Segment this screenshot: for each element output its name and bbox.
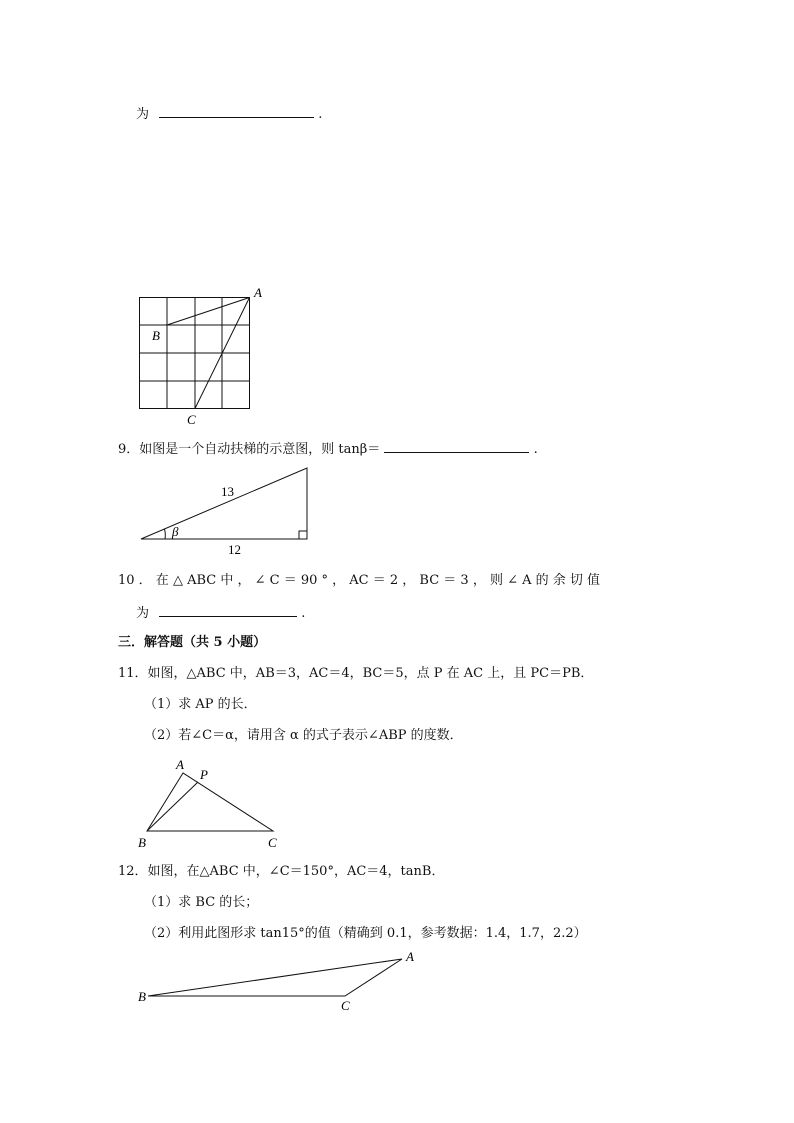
- q10-prefix: 为: [136, 606, 150, 621]
- triangle-abc: [147, 773, 273, 831]
- fig12-label-b: B: [138, 989, 146, 1004]
- q12-part1: （1）求 BC 的长；: [144, 895, 259, 910]
- fig11-label-c: C: [268, 835, 277, 850]
- fig9-hyp-label: 13: [221, 484, 234, 499]
- q8-end: .: [318, 107, 323, 122]
- fig8-label-c: C: [187, 412, 196, 427]
- triangle-abc-obtuse: [148, 959, 402, 996]
- escalator-triangle: [141, 468, 307, 539]
- fig11-label-p: P: [200, 767, 208, 782]
- segment-ab: [167, 298, 250, 326]
- q11-part1: （1）求 AP 的长．: [144, 697, 257, 712]
- q10-answer-blank[interactable]: [159, 604, 297, 617]
- q12-stem: 12．如图，在△ABC 中，∠C＝150°，AC＝4，tanB．: [118, 864, 445, 879]
- q10-line1: 10 ． 在 △ ABC 中 ， ∠ C ＝ 90 ° ， AC ＝ 2 ， BC ＝ 3 ， 则 ∠ A 的 余 切 值: [118, 573, 601, 588]
- fig11-label-a: A: [176, 757, 184, 772]
- fig9-angle-label: β: [172, 524, 179, 539]
- fig8-label-a: A: [254, 285, 262, 300]
- section-title: 三．解答题（共 5 小题）: [118, 635, 267, 650]
- q8-prefix: 为: [136, 107, 150, 122]
- q12-part2: （2）利用此图形求 tan15°的值（精确到 0.1，参考数据：1.4，1.7，2.2）: [144, 926, 587, 941]
- q10-end: .: [301, 606, 306, 621]
- fig12-label-a: A: [406, 949, 414, 964]
- fig8-label-b: B: [152, 328, 160, 343]
- q11-part2: （2）若∠C＝α，请用含 α 的式子表示∠ABP 的度数．: [144, 728, 463, 743]
- figure-escalator: [141, 468, 307, 539]
- q9-line: [118, 440, 538, 458]
- fig9-base-label: 12: [228, 542, 241, 557]
- q9-text: 9．如图是一个自动扶梯的示意图，则 tanβ＝: [118, 442, 381, 457]
- figure-q11: [147, 773, 273, 831]
- angle-arc: [165, 529, 166, 539]
- q11-stem: 11．如图，△ABC 中，AB＝3，AC＝4，BC＝5，点 P 在 AC 上，且 PC＝PB．: [118, 666, 594, 681]
- figure-q12: [148, 959, 402, 996]
- right-angle-mark: [299, 531, 307, 539]
- q9-end: .: [533, 442, 538, 457]
- q9-answer-blank[interactable]: [384, 440, 529, 453]
- fig12-label-c: C: [341, 998, 350, 1013]
- fig11-label-b: B: [138, 835, 146, 850]
- q10-line2: [136, 604, 305, 622]
